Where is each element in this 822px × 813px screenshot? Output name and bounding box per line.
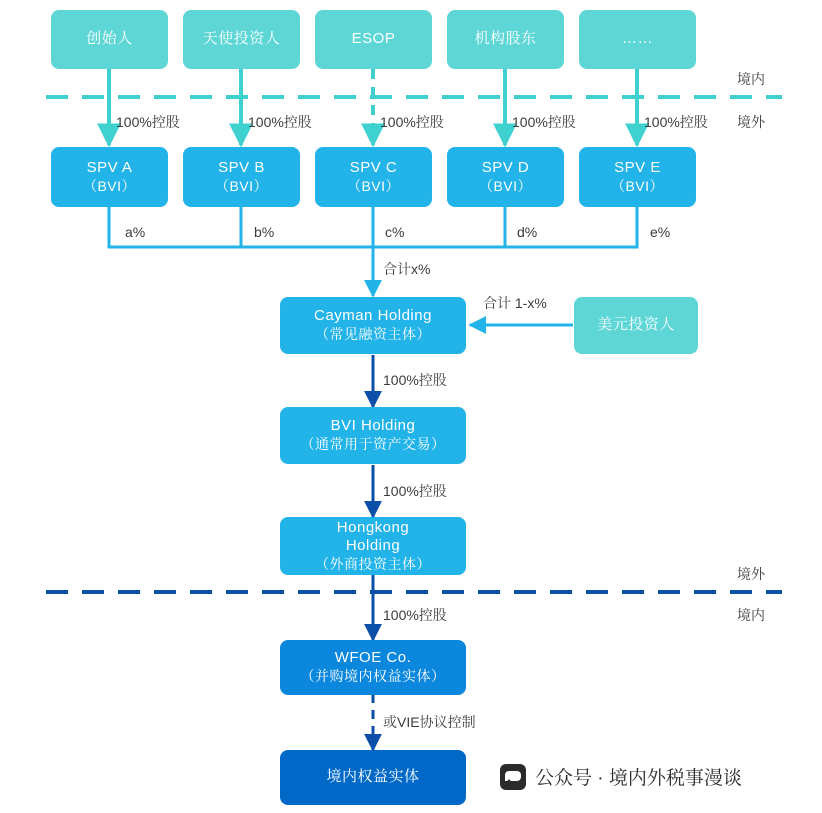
node-sublabel: （并购境内权益实体）: [300, 668, 446, 685]
watermark-brand: [500, 763, 742, 790]
node-label: SPV D: [481, 158, 530, 176]
node-label: 美元投资人: [597, 316, 675, 334]
node-founder[interactable]: [51, 10, 168, 69]
node-bvi-holding[interactable]: [280, 407, 466, 464]
node-sublabel: （BVI）: [610, 177, 665, 194]
edge-label-share-c: c%: [385, 224, 405, 240]
node-spv-d[interactable]: [447, 147, 564, 207]
node-others[interactable]: [579, 10, 696, 69]
node-label: Hongkong: [336, 518, 410, 536]
node-label: 天使投资人: [202, 30, 281, 48]
node-hongkong-holding[interactable]: [280, 517, 466, 575]
node-spv-c[interactable]: [315, 147, 432, 207]
edge-label-control-4: 100%控股: [512, 114, 576, 130]
node-angel-investor[interactable]: [183, 10, 300, 69]
node-spv-b[interactable]: [183, 147, 300, 207]
zone-label-bottom-outside: 境外: [737, 566, 765, 582]
spv-collector: [109, 207, 637, 296]
node-label: SPV E: [614, 158, 661, 176]
edge-label-share-a: a%: [125, 224, 146, 240]
node-cayman-holding[interactable]: [280, 297, 466, 354]
node-label: ESOP: [351, 30, 396, 48]
node-sublabel: （BVI）: [214, 177, 269, 194]
node-label: BVI Holding: [330, 417, 416, 435]
node-label: 机构股东: [474, 30, 537, 48]
node-label: Cayman Holding: [314, 307, 432, 325]
node-label: SPV C: [349, 158, 398, 176]
zone-label-top-inside: 境内: [737, 71, 765, 87]
zone-label-bottom-inside: 境内: [737, 607, 765, 623]
node-label: WFOE Co.: [334, 649, 412, 667]
node-spv-e[interactable]: [579, 147, 696, 207]
edge-label-control-1: 100%控股: [116, 114, 180, 130]
node-sublabel: （BVI）: [478, 177, 533, 194]
node-label: 创始人: [86, 30, 133, 48]
node-sublabel: （BVI）: [346, 177, 401, 194]
node-esop[interactable]: [315, 10, 432, 69]
node-label: ……: [622, 30, 653, 48]
edge-label-total-x: 合计x%: [383, 261, 431, 277]
node-institutional-shareholder[interactable]: [447, 10, 564, 69]
node-sublabel: （外商投资主体）: [315, 556, 431, 572]
node-domestic-entity[interactable]: [280, 750, 466, 805]
node-sublabel: （通常用于资产交易）: [300, 436, 446, 453]
edge-label-share-b: b%: [254, 224, 275, 240]
edge-label-share-d: d%: [517, 224, 538, 240]
edge-label-control-3: 100%控股: [380, 114, 444, 130]
edge-label-share-e: e%: [650, 224, 671, 240]
node-wfoe[interactable]: [280, 640, 466, 695]
node-label: SPV B: [218, 158, 265, 176]
edge-label-cayman-to-bvi: 100%控股: [383, 372, 447, 388]
node-label: 境内权益实体: [326, 768, 420, 786]
node-spv-a[interactable]: [51, 147, 168, 207]
wechat-icon: [500, 764, 526, 790]
node-sublabel: （常见融资主体）: [315, 326, 431, 343]
node-label: SPV A: [86, 158, 133, 176]
teal-connectors: [109, 69, 637, 145]
edge-label-control-5: 100%控股: [644, 114, 708, 130]
edge-label-total-1x: 合计 1-x%: [483, 295, 547, 311]
edge-label-bvi-to-hk: 100%控股: [383, 483, 447, 499]
edge-label-wfoe-to-domestic: 或VIE协议控制: [383, 714, 476, 730]
edge-label-control-2: 100%控股: [248, 114, 312, 130]
watermark-text: 公众号 · 境内外税事漫谈: [535, 768, 742, 789]
node-sublabel: （BVI）: [82, 177, 137, 194]
zone-label-top-outside: 境外: [737, 114, 765, 130]
node-label-2: Holding: [345, 537, 401, 555]
node-usd-investor[interactable]: [574, 297, 698, 354]
edge-label-hk-to-wfoe: 100%控股: [383, 607, 447, 623]
